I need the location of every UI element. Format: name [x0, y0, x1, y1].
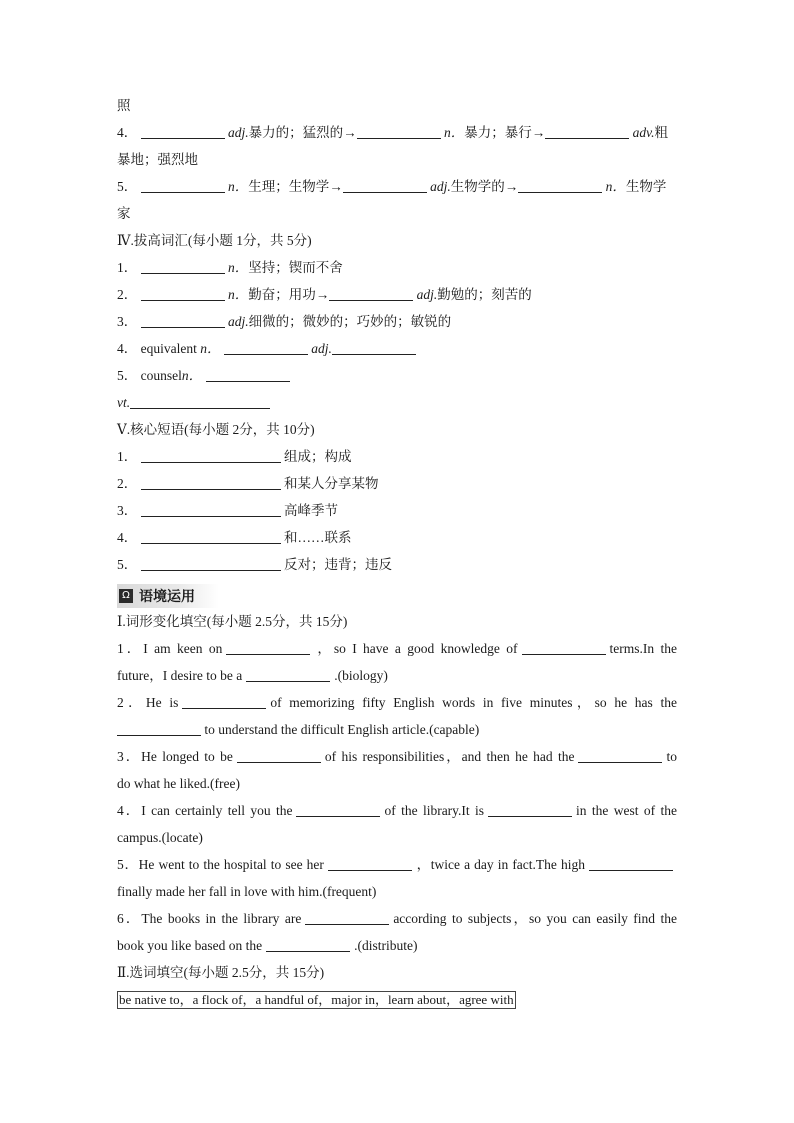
answer-blank[interactable]	[246, 666, 330, 682]
q5-line2	[117, 878, 677, 905]
item-number: 3．	[117, 314, 138, 329]
s5-item-2	[117, 470, 677, 497]
question-text: in the west of the	[576, 803, 677, 818]
definition: 暴地；强烈地	[117, 152, 198, 167]
answer-blank[interactable]	[518, 177, 602, 193]
question-text: finally made her fall in love with him.(frequent)	[117, 884, 377, 899]
question-text: of his responsibilities，and then he had the	[324, 749, 575, 764]
s4-item-5-vt	[117, 389, 677, 416]
item-number: 4．	[117, 341, 138, 356]
question-text: 4．I can certainly tell you the	[117, 803, 293, 818]
answer-blank[interactable]	[206, 366, 290, 382]
definition: 细微的；微妙的；巧妙的；敏锐的	[248, 314, 452, 329]
question-text: book you like based on the	[117, 938, 263, 953]
s5-item-4	[117, 524, 677, 551]
answer-blank[interactable]	[224, 339, 308, 355]
pos-label: n．	[605, 179, 626, 194]
answer-blank[interactable]	[237, 747, 321, 763]
definition: 暴力；暴行→	[464, 125, 546, 140]
item-number: 5．	[117, 557, 138, 572]
answer-blank[interactable]	[117, 720, 201, 736]
word-bank-row	[117, 986, 677, 1013]
s4-item-3	[117, 308, 677, 335]
s4-item-5	[117, 362, 677, 389]
answer-blank[interactable]	[305, 909, 389, 925]
answer-blank[interactable]	[343, 177, 427, 193]
answer-blank[interactable]	[141, 447, 281, 463]
question-text: 6．The books in the library are	[117, 911, 302, 926]
q6-line1	[117, 905, 677, 932]
q4-line1	[117, 797, 677, 824]
answer-blank[interactable]	[332, 339, 416, 355]
question-text: future，I desire to be a	[117, 668, 243, 683]
item-number: 2．	[117, 287, 138, 302]
answer-blank[interactable]	[578, 747, 662, 763]
answer-blank[interactable]	[130, 393, 270, 409]
question-text: .(biology)	[334, 668, 388, 683]
question-text: .(distribute)	[354, 938, 418, 953]
answer-blank[interactable]	[141, 555, 281, 571]
vocab-item-5	[117, 173, 677, 200]
pos-label: n．	[228, 287, 249, 302]
pos-label: adj.	[416, 287, 438, 302]
definition: 勤奋；用功→	[248, 287, 330, 302]
answer-blank[interactable]	[328, 855, 412, 871]
answer-blank[interactable]	[141, 258, 225, 274]
fragment-text: 照	[117, 98, 131, 113]
pos-label: adj.	[228, 125, 249, 140]
question-text: to	[666, 749, 677, 764]
answer-blank[interactable]	[182, 693, 266, 709]
definition: 勤勉的；刻苦的	[437, 287, 532, 302]
answer-blank[interactable]	[266, 936, 350, 952]
worksheet-content	[117, 92, 677, 1013]
q3-line1	[117, 743, 677, 770]
question-text: of memorizing fifty English words in five minutes，so he has the	[270, 695, 677, 710]
item-number: 4．	[117, 125, 138, 140]
pos-label: adj.	[228, 314, 249, 329]
question-text: 1．I am keen on	[117, 641, 223, 656]
question-text: according to subjects，so you can easily find the	[393, 911, 677, 926]
question-text: ，so I have a good knowledge of	[314, 641, 518, 656]
question-text: 5．He went to the hospital to see her	[117, 857, 324, 872]
answer-blank[interactable]	[141, 177, 225, 193]
definition: 和某人分享某物	[284, 476, 379, 491]
item-number: 1．	[117, 260, 138, 275]
answer-blank[interactable]	[522, 639, 606, 655]
answer-blank[interactable]	[296, 801, 380, 817]
item-number: 1．	[117, 449, 138, 464]
question-text: ，twice a day in fact.The high	[415, 857, 585, 872]
q2-line2	[117, 716, 677, 743]
question-text: 2．He is	[117, 695, 179, 710]
section-icon: Ω	[119, 589, 133, 603]
item-number: 5．	[117, 179, 138, 194]
question-text: campus.(locate)	[117, 830, 203, 845]
answer-blank[interactable]	[488, 801, 572, 817]
section4-title: Ⅳ.拔高词汇(每小题 1分，共 5分)	[117, 233, 312, 248]
answer-blank[interactable]	[589, 855, 673, 871]
headword: counsel	[140, 368, 182, 383]
q2-line1	[117, 689, 677, 716]
s4-item-4	[117, 335, 677, 362]
s4-item-1	[117, 254, 677, 281]
s5-item-5	[117, 551, 677, 578]
q1-line2	[117, 662, 677, 689]
pos-label: n．	[200, 341, 221, 356]
question-text: to understand the difficult English article.(capable)	[204, 722, 480, 737]
answer-blank[interactable]	[545, 123, 629, 139]
definition: 生理；生物学→	[248, 179, 343, 194]
pos-label: adj.	[430, 179, 451, 194]
part1-title: Ⅰ.词形变化填空(每小题 2.5分，共 15分)	[117, 614, 348, 629]
context-section-header	[117, 584, 219, 608]
q5-line1	[117, 851, 677, 878]
answer-blank[interactable]	[141, 123, 225, 139]
pos-label: adv.	[632, 125, 655, 140]
definition: 生物学	[625, 179, 667, 194]
pos-label: vt.	[117, 395, 131, 410]
section-title: 语境运用	[139, 589, 195, 605]
answer-blank[interactable]	[141, 312, 225, 328]
q4-line2	[117, 824, 677, 851]
definition: 反对；违背；违反	[284, 557, 392, 572]
vocab-item-4-cont	[117, 146, 677, 173]
pos-label: n．	[181, 368, 203, 383]
pos-label: n．	[228, 260, 249, 275]
question-text: 3．He longed to be	[117, 749, 233, 764]
item-number: 4．	[117, 530, 138, 545]
item-number: 5．	[117, 368, 138, 383]
part2-title: Ⅱ.选词填空(每小题 2.5分，共 15分)	[117, 965, 325, 980]
definition: 组成；构成	[284, 449, 352, 464]
s5-item-1	[117, 443, 677, 470]
question-text: do what he liked.(free)	[117, 776, 240, 791]
s5-item-3	[117, 497, 677, 524]
headword: equivalent	[140, 341, 197, 356]
answer-blank[interactable]	[329, 285, 413, 301]
definition: 坚持；锲而不舍	[248, 260, 343, 275]
answer-blank[interactable]	[141, 474, 281, 490]
item-number: 2．	[117, 476, 138, 491]
word-bank-box: be native to，a flock of，a handful of，major in，learn about，agree with	[119, 992, 514, 1007]
definition: 生物学的→	[450, 179, 519, 194]
definition: 粗	[654, 125, 669, 140]
definition: 家	[117, 206, 131, 221]
q1-line1	[117, 635, 677, 662]
question-text: of the library.It is	[384, 803, 485, 818]
s4-item-2	[117, 281, 677, 308]
definition: 和……联系	[284, 530, 352, 545]
q3-line2	[117, 770, 677, 797]
question-text: terms.In the	[609, 641, 677, 656]
vocab-item-4	[117, 119, 677, 146]
section5-title: Ⅴ.核心短语(每小题 2分，共 10分)	[117, 422, 315, 437]
pos-label: n．	[444, 125, 465, 140]
definition: 高峰季节	[284, 503, 338, 518]
answer-blank[interactable]	[141, 285, 225, 301]
answer-blank[interactable]	[226, 639, 310, 655]
answer-blank[interactable]	[357, 123, 441, 139]
pos-label: n．	[228, 179, 249, 194]
q6-line2	[117, 932, 677, 959]
item-number: 3．	[117, 503, 138, 518]
answer-blank[interactable]	[141, 501, 281, 517]
pos-label: adj.	[311, 341, 332, 356]
answer-blank[interactable]	[141, 528, 281, 544]
vocab-item-5-cont	[117, 200, 677, 227]
definition: 暴力的；猛烈的→	[248, 125, 357, 140]
top-fragment	[117, 92, 677, 119]
